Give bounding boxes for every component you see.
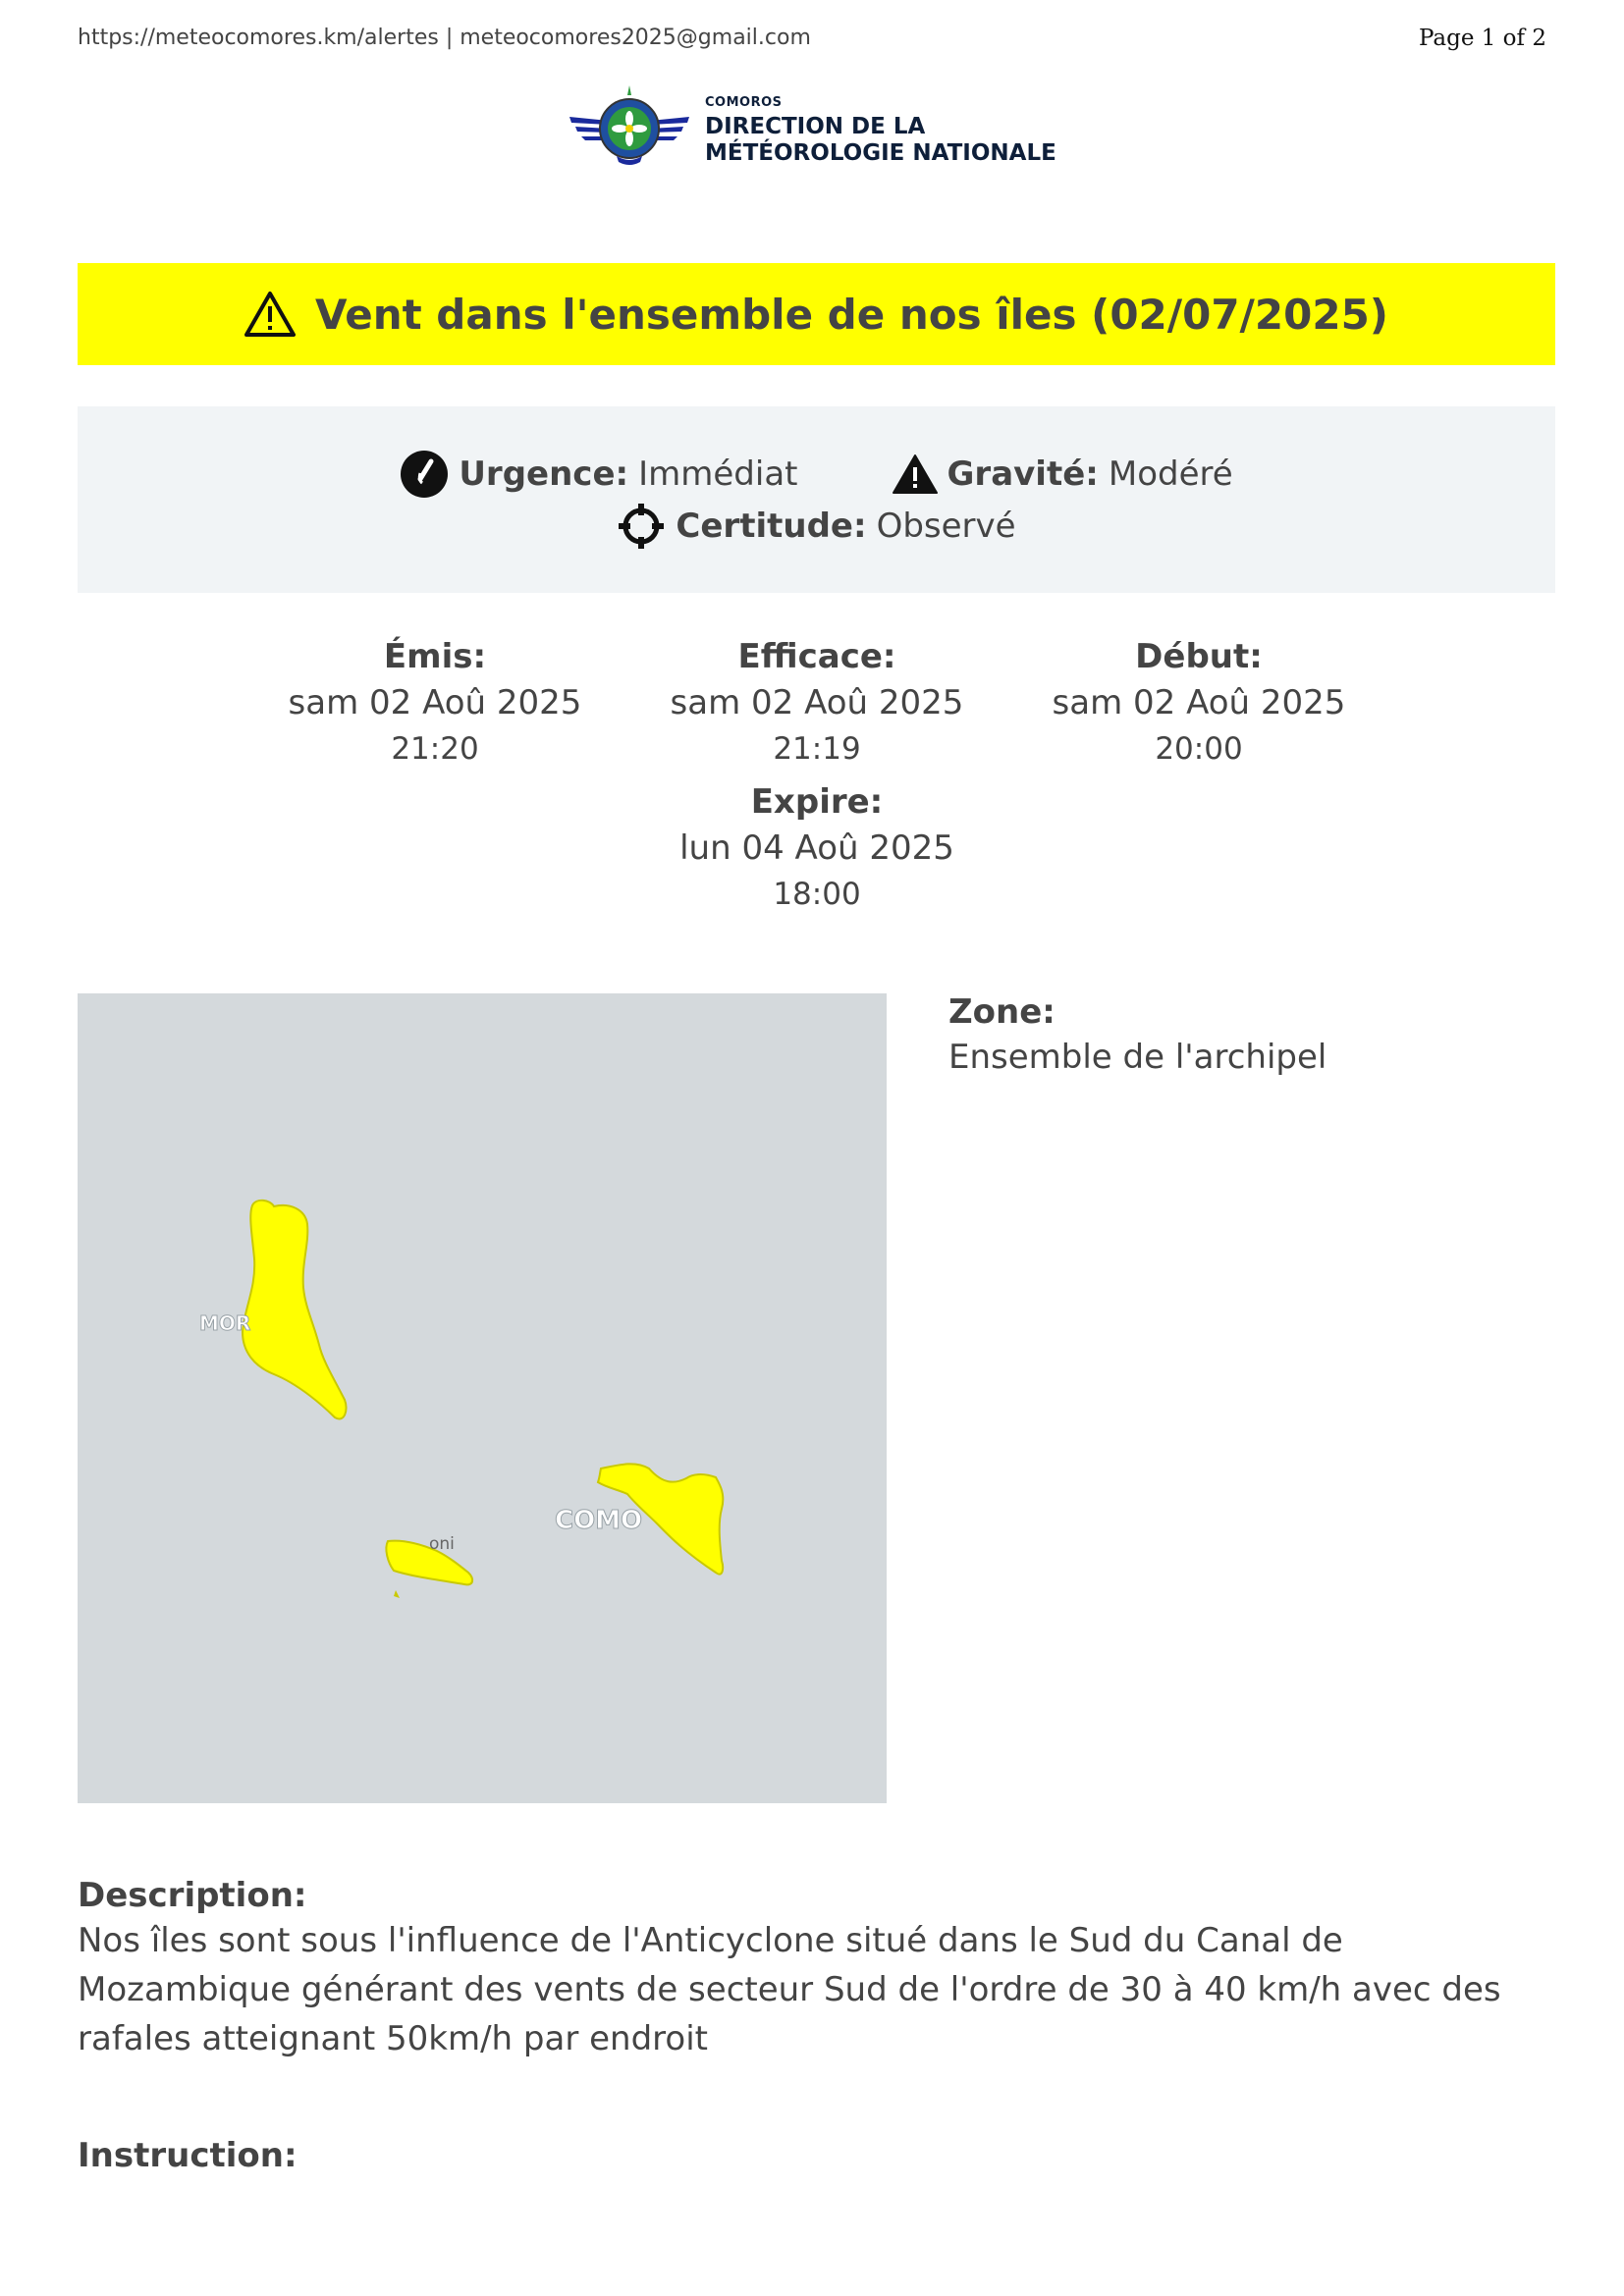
warning-triangle-icon <box>244 291 296 338</box>
map-label-moroni: MOR <box>199 1311 251 1335</box>
map-label-fomboni: oni <box>429 1534 455 1554</box>
certainty-item <box>617 502 1015 551</box>
certainty-value: Observé <box>876 507 1016 546</box>
issued-label: Émis: <box>383 637 487 676</box>
effective-date <box>625 636 1008 770</box>
onset-day: sam 02 Aoû 2025 <box>1052 683 1346 722</box>
description-label: Description: <box>78 1876 307 1915</box>
island-grande-comore <box>243 1201 347 1419</box>
description-text: Nos îles sont sous l'influence de l'Anticyclone situé dans le Sud du Canal de Mozambique générant des vents de secteur Sud de l'ordre de 30 à 40 km/h avec des rafales atteignant 50km/h par endroit <box>78 1921 1501 2058</box>
effective-day: sam 02 Aoû 2025 <box>670 683 964 722</box>
logo-country: COMOROS <box>705 94 783 110</box>
expires-label: Expire: <box>750 782 884 822</box>
page-header-source: https://meteocomores.km/alertes | meteocomores2025@gmail.com <box>78 26 811 50</box>
certainty-label: Certitude: <box>676 507 867 546</box>
clock-icon <box>400 450 449 499</box>
severity-value: Modéré <box>1108 454 1233 494</box>
agency-logo <box>566 81 1061 180</box>
issued-day: sam 02 Aoû 2025 <box>288 683 582 722</box>
zone-section <box>948 991 1326 1082</box>
description-section <box>78 1875 1560 2063</box>
urgency-label: Urgence: <box>459 454 629 494</box>
zone-value: Ensemble de l'archipel <box>948 1038 1327 1077</box>
onset-label: Début: <box>1135 637 1263 676</box>
expires-time: 18:00 <box>773 877 861 912</box>
expires-date <box>625 781 1008 915</box>
urgency-item <box>400 450 797 499</box>
severity-label: Gravité: <box>947 454 1099 494</box>
expires-day: lun 04 Aoû 2025 <box>679 828 954 868</box>
issued-date <box>244 636 626 770</box>
onset-time: 20:00 <box>1155 731 1243 767</box>
instruction-section <box>78 2135 298 2176</box>
warning-icon <box>893 454 938 495</box>
effective-label: Efficace: <box>737 637 896 676</box>
alert-metadata-panel <box>78 406 1555 593</box>
instruction-label: Instruction: <box>78 2136 298 2175</box>
zone-label: Zone: <box>948 992 1056 1032</box>
crosshair-icon <box>617 502 666 551</box>
alert-zone-map <box>78 993 887 1803</box>
anacm-emblem-icon <box>566 81 693 180</box>
urgency-value: Immédiat <box>638 454 798 494</box>
effective-time: 21:19 <box>773 731 861 767</box>
map-label-comoros: COMO <box>555 1506 643 1535</box>
onset-date <box>1007 636 1390 770</box>
page-number: Page 1 of 2 <box>1418 26 1546 51</box>
alert-title-banner <box>78 263 1555 365</box>
logo-line-2: MÉTÉOROLOGIE NATIONALE <box>705 139 1056 166</box>
severity-item <box>893 454 1233 495</box>
issued-time: 21:20 <box>391 731 479 767</box>
alert-title: Vent dans l'ensemble de nos îles (02/07/2025) <box>315 290 1388 339</box>
logo-line-1: DIRECTION DE LA <box>705 113 926 139</box>
